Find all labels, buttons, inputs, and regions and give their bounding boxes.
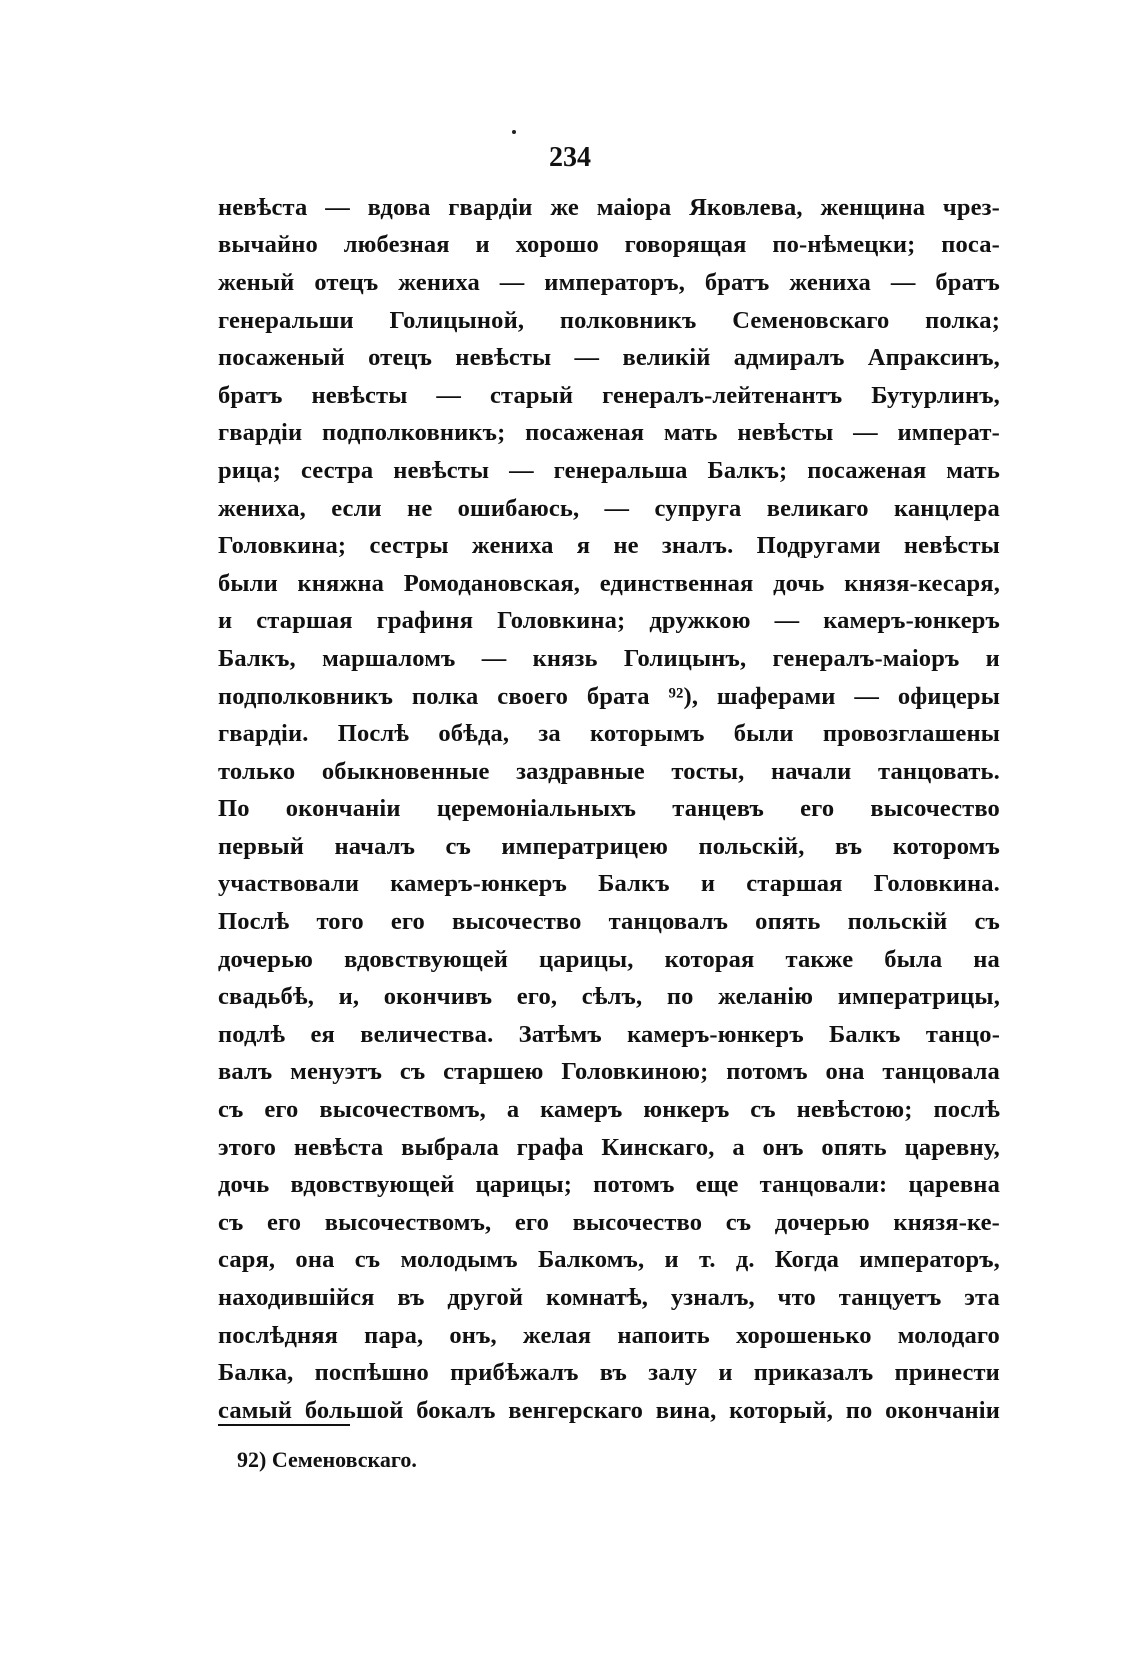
word: невѣста [218,193,308,221]
word: высочество [572,1208,703,1236]
word: Голицыной, [389,306,525,334]
word: — [499,268,525,296]
word: камеръ [540,1096,623,1124]
word: супруга [654,494,742,522]
word: старый [489,381,574,409]
word: князя-ке- [893,1208,1000,1236]
word: Апраксинъ, [867,344,1000,372]
word: генеральша [553,456,688,484]
word: По [218,795,250,823]
word: валъ [218,1058,273,1086]
word: и [475,231,490,259]
word: начали [770,757,852,785]
word: Послѣ [218,908,290,936]
word: а [732,1133,745,1161]
word: Когда [774,1246,840,1274]
word: и, [338,983,360,1011]
word: на [973,945,1000,973]
word: его, [516,983,558,1011]
word: женый [218,268,295,296]
word: которая [664,945,755,973]
word: не [407,494,433,522]
word: жениха [398,268,480,296]
word: дочерью [218,945,314,973]
scan-speck [512,130,516,134]
word: любезная [343,231,450,259]
word: — [509,456,534,484]
word: сестра [300,456,374,484]
word: и [985,644,1000,672]
word: съ [218,1096,244,1124]
word: этого [218,1133,277,1161]
word: подполковникъ; [322,419,506,447]
word: же [550,193,579,221]
text-line [218,302,1000,340]
word: генералъ-лейтенантъ [602,381,843,409]
word: подполковникъ [218,682,394,710]
word: заздравные [516,757,645,785]
text-line [218,1016,1000,1054]
word: опять [755,908,821,936]
word: Семеновскаго [732,306,890,334]
text-line [218,753,1000,791]
word: императрицею [501,832,669,860]
word: канцлера [893,494,1000,522]
word: невѣсты [311,381,408,409]
text-line [218,1054,1000,1092]
word: который, [729,1396,833,1424]
text-line [218,527,1000,565]
text-line [218,189,1000,227]
word: невѣсты [393,456,490,484]
word: поса- [941,231,1000,259]
word: послѣдняя [218,1321,339,1349]
text-line [218,1204,1000,1242]
word: другой [447,1284,524,1312]
word: опять [821,1133,887,1161]
word: того [316,908,364,936]
word: посаженая [807,456,927,484]
word: гвардіи [218,419,303,447]
word: онъ, [449,1321,497,1349]
word: императ- [897,419,1000,447]
word: мать [663,419,718,447]
word: женщина [820,193,926,221]
word: царицы; [475,1171,573,1199]
word: менуэтъ [290,1058,383,1086]
word: Балкъ [829,1020,901,1048]
word: князь [532,644,598,672]
word: Послѣ [337,720,410,748]
word: польскій, [698,832,805,860]
word: жениха, [218,494,306,522]
word: — [436,381,462,409]
word: хорошенько [736,1321,872,1349]
word: съ [218,1208,244,1236]
word: обѣда, [438,720,510,748]
word: вдовствующей [344,945,509,973]
word: мать [946,456,1000,484]
word: молодаго [897,1321,1000,1349]
word: залу [648,1359,698,1387]
word: саря, [218,1246,276,1274]
word: Балкъ [598,870,670,898]
word: императрицы, [837,983,1000,1011]
word: съ [725,1208,752,1236]
word: старшая [746,870,843,898]
text-line [218,1317,1000,1355]
word: единственная [599,569,754,597]
word: танцовалъ [608,908,729,936]
word: камеръ-юнкеръ [390,870,567,898]
text-line [218,640,1000,678]
word: свадьбѣ, [218,983,314,1011]
word: танцевъ [672,795,764,823]
word: посаженая [525,419,645,447]
word: т. [699,1246,716,1274]
word: вдовствующей [290,1171,455,1199]
word: тосты, [671,757,745,785]
word: его [264,1096,299,1124]
word: генеральши [218,306,354,334]
word: первый [218,832,304,860]
text-line [218,377,1000,415]
word: княжна [297,569,385,597]
word: — [325,193,350,221]
word: участвовали [218,870,360,898]
word: провозглашены [822,720,1000,748]
word: не [613,532,639,560]
word: что [777,1284,816,1312]
word: Головкина; [497,607,626,635]
word: окончивъ [383,983,493,1011]
word: самый [218,1396,293,1424]
word: Балка, [218,1359,294,1387]
word: — [774,607,800,635]
page-number: 234 [549,142,591,173]
word: — [854,682,880,710]
word: принести [894,1359,1000,1387]
word: Головкина. [873,870,1000,898]
word: молодымъ [400,1246,518,1274]
word: ошибаюсь, [457,494,580,522]
word: невѣста [293,1133,384,1161]
word: жениха [789,268,871,296]
word: ⁹²), [668,682,699,710]
word: потомъ [593,1171,675,1199]
word: узналъ, [670,1284,755,1312]
word: невѣстою; [796,1096,913,1124]
word: величества. [360,1020,494,1048]
word: высочество [451,908,582,936]
word: напоить [617,1321,710,1349]
word: съ [399,1058,426,1086]
word: Балкомъ, [537,1246,645,1274]
word: юнкеръ [643,1096,730,1124]
word: невѣсты [903,532,1000,560]
word: венгерскаго [508,1396,644,1424]
word: я [576,532,591,560]
word: вычайно [218,231,318,259]
word: Яковлева, [689,193,803,221]
word: камеръ-юнкеръ [627,1020,804,1048]
word: комнатѣ, [546,1284,649,1312]
word: были [218,569,278,597]
word: сѣлъ, [581,983,643,1011]
text-line [218,791,1000,829]
word: старшею [443,1058,544,1086]
word: его [267,1208,302,1236]
text-line [218,490,1000,528]
text-line [218,227,1000,265]
text-line [218,1091,1000,1129]
word: высочество [870,795,1000,823]
text-line [218,828,1000,866]
word: пара, [364,1321,424,1349]
word: зналъ. [661,532,734,560]
text-line [218,1166,1000,1204]
word: въ [397,1284,425,1312]
word: если [331,494,382,522]
word: Головкина; [218,532,347,560]
footnote-divider [218,1424,350,1426]
word: поспѣшно [314,1359,429,1387]
word: еще [695,1171,739,1199]
word: польскій [847,908,948,936]
word: церемоніальныхъ [436,795,637,823]
word: съ [354,1246,381,1274]
word: камеръ-юнкеръ [823,607,1000,635]
word: братъ [218,381,283,409]
word: которымъ [589,720,705,748]
word: невѣсты [455,344,552,372]
word: въ [599,1359,627,1387]
word: царицы, [539,945,634,973]
word: великаго [766,494,869,522]
text-line [218,339,1000,377]
word: за [538,720,561,748]
text-line [218,1129,1000,1167]
word: жениха [471,532,554,560]
word: высочествомъ, [319,1096,486,1124]
word: — [481,644,507,672]
word: въ [835,832,863,860]
word: которомъ [892,832,1000,860]
word: маршаломъ [322,644,456,672]
word: приказалъ [753,1359,874,1387]
word: — [853,419,878,447]
text-line [218,978,1000,1016]
word: графиня [376,607,474,635]
word: братъ [935,268,1000,296]
word: по [845,1396,873,1424]
word: были [733,720,794,748]
word: брата [586,682,650,710]
word: и [718,1359,733,1387]
word: она [825,1058,865,1086]
word: и [664,1246,679,1274]
text-line [218,565,1000,603]
word: дочь [218,1171,270,1199]
word: невѣсты [737,419,834,447]
word: танцо- [925,1020,1000,1048]
text-line [218,264,1000,302]
word: офицеры [897,682,1000,710]
word: великій [622,344,711,372]
text-line [218,603,1000,641]
word: генералъ-маіоръ [772,644,960,672]
word: находившійся [218,1284,375,1312]
word: потомъ [726,1058,808,1086]
word: его [390,908,425,936]
word: была [884,945,943,973]
word: выбрала [401,1133,499,1161]
word: желая [522,1321,592,1349]
word: отецъ [368,344,433,372]
word: гвардіи [448,193,533,221]
word: танцовали: [759,1171,888,1199]
word: полковникъ [559,306,697,334]
word: графа [516,1133,584,1161]
text-line [218,1354,1000,1392]
word: послѣ [933,1096,1000,1124]
word: окончаніи [285,795,401,823]
word: маіора [596,193,672,221]
text-line [218,1242,1000,1280]
word: полка [411,682,479,710]
word: своего [497,682,569,710]
word: его [800,795,835,823]
word: эта [964,1284,1000,1312]
word: прибѣжалъ [450,1359,579,1387]
word: — [890,268,916,296]
word: съ [974,908,1000,936]
word: его [514,1208,549,1236]
body-text [218,189,1000,1430]
word: д. [735,1246,755,1274]
word: окончаніи [885,1396,1000,1424]
word: большой [304,1396,404,1424]
word: — [604,494,630,522]
word: братъ [704,268,770,296]
word: сестры [369,532,449,560]
word: старшая [256,607,353,635]
text-line [218,1279,1000,1317]
word: танцуетъ [838,1284,942,1312]
word: Ромодановская, [403,569,581,597]
word: съ [445,832,471,860]
text-line [218,903,1000,941]
word: танцовать. [878,757,1000,785]
word: посаженый [218,344,345,372]
text-line [218,415,1000,453]
word: дружкою [649,607,751,635]
text-line [218,452,1000,490]
word: а [506,1096,520,1124]
word: Затѣмъ [518,1020,602,1048]
word: Балкъ, [218,644,296,672]
word: адмиралъ [733,344,845,372]
word: обыкновенные [321,757,490,785]
word: началъ [334,832,416,860]
word: царевна [908,1171,1000,1199]
word: она [295,1246,335,1274]
word: царевну, [904,1133,1000,1161]
word: дочерью [774,1208,870,1236]
word: чрез- [942,193,1000,221]
text-line [218,715,1000,753]
word: рица; [218,456,282,484]
word: гвардіи. [218,720,309,748]
text-line [218,941,1000,979]
word: вина, [655,1396,717,1424]
word: Бутурлинъ, [871,381,1000,409]
word: подлѣ [218,1020,286,1048]
word: отецъ [314,268,379,296]
word: полка; [925,306,1000,334]
word: князя-кесаря, [844,569,1000,597]
word: и [700,870,716,898]
word: императоръ, [859,1246,1000,1274]
word: желанію [718,983,814,1011]
word: — [574,344,600,372]
word: онъ [762,1133,804,1161]
footnote: 92) Семеновскаго. [237,1447,417,1472]
text-line [218,866,1000,904]
word: и [218,607,233,635]
word: танцовала [882,1058,1000,1086]
word: шаферами [716,682,836,710]
word: Балкъ; [707,456,788,484]
word: хорошо [515,231,599,259]
word: говорящая [624,231,747,259]
word: съ [750,1096,776,1124]
word: по [666,983,694,1011]
word: Голицынъ, [623,644,747,672]
word: дочь [773,569,825,597]
word: Подругами [756,532,881,560]
word: по-нѣмецки; [772,231,916,259]
word: бокалъ [416,1396,496,1424]
word: Кинскаго, [601,1133,715,1161]
text-line [218,678,1000,716]
word: ея [310,1020,335,1048]
word: Головкиною; [561,1058,709,1086]
word: вдова [367,193,431,221]
word: только [218,757,296,785]
word: императоръ, [544,268,685,296]
word: высочествомъ, [324,1208,492,1236]
word: также [785,945,854,973]
